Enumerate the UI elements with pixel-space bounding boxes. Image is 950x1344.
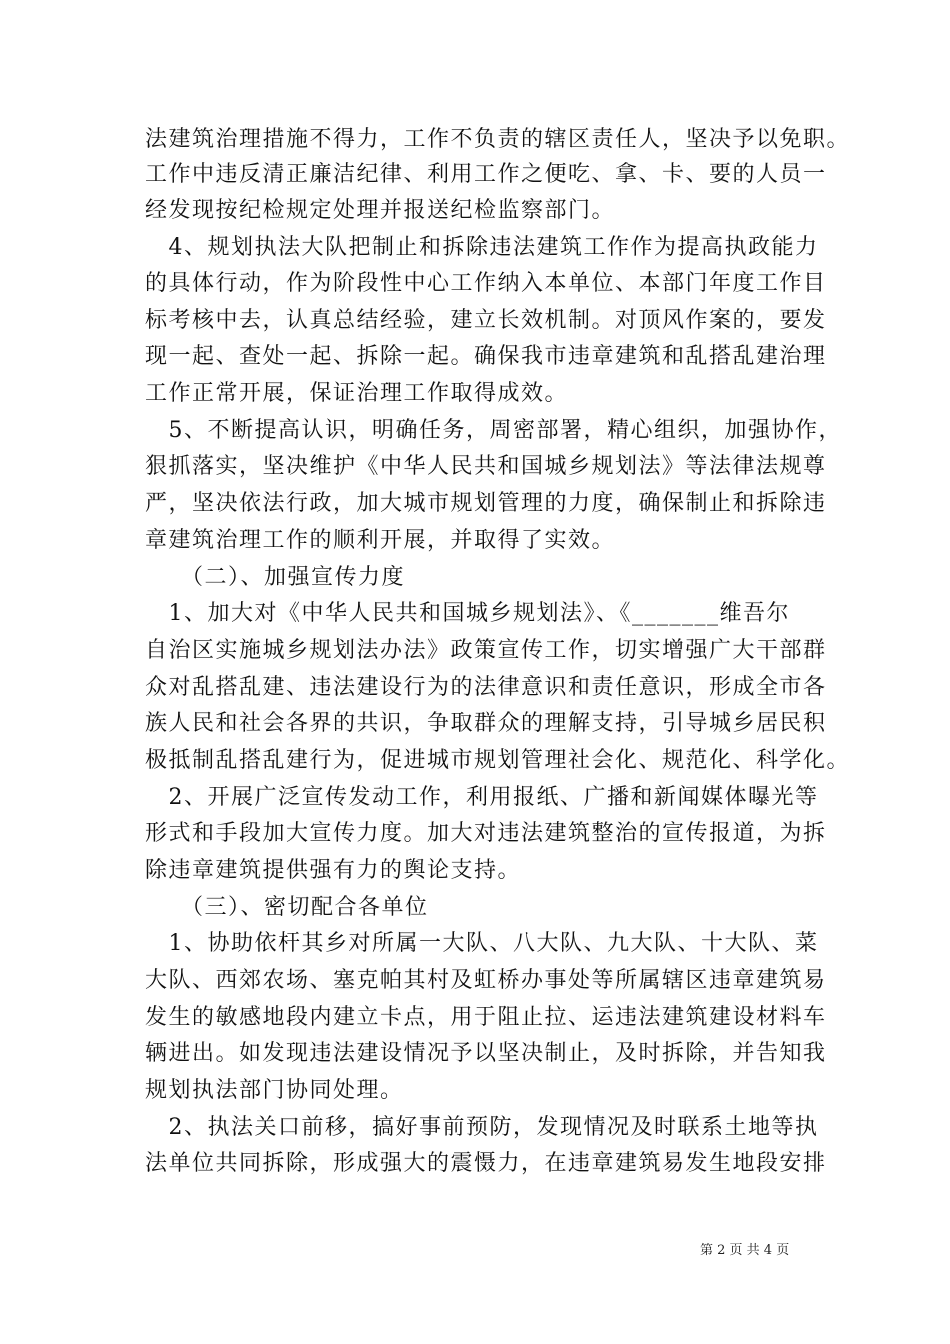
text-line: 狠抓落实，坚决维护《中华人民共和国城乡规划法》等法律法规尊: [145, 454, 827, 479]
text-line: 1、协助依杆其乡对所属一大队、八大队、九大队、十大队、菜: [145, 931, 819, 956]
text-line: 族人民和社会各界的共识，争取群众的理解支持，引导城乡居民积: [145, 711, 827, 736]
text-line: 2、执法关口前移，搞好事前预防，发现情况及时联系土地等执: [145, 1115, 819, 1140]
text-line: 工作正常开展，保证治理工作取得成效。: [145, 381, 569, 406]
text-line: 除违章建筑提供强有力的舆论支持。: [145, 858, 522, 883]
text-line: 1、加大对《中华人民共和国城乡规划法》、《_______维吾尔: [145, 601, 790, 626]
text-line: 4、规划执法大队把制止和拆除违法建筑工作作为提高执政能力: [145, 235, 819, 260]
text-line: 严，坚决依法行政，加大城市规划管理的力度，确保制止和拆除违: [145, 491, 827, 516]
text-line: 标考核中去，认真总结经验，建立长效机制。对顶风作案的，要发: [145, 308, 827, 333]
text-line: 经发现按纪检规定处理并报送纪检监察部门。: [145, 198, 616, 223]
text-line: 形式和手段加大宣传力度。加大对违法建筑整治的宣传报道，为拆: [145, 821, 827, 846]
text-line: 大队、西郊农场、塞克帕其村及虹桥办事处等所属辖区违章建筑易: [145, 968, 827, 993]
text-line: 章建筑治理工作的顺利开展，并取得了实效。: [145, 528, 616, 553]
text-line: 法建筑治理措施不得力，工作不负责的辖区责任人，坚决予以免职。: [145, 127, 851, 152]
text-line: 法单位共同拆除，形成强大的震慑力，在违章建筑易发生地段安排: [145, 1151, 827, 1176]
section-heading: （二）、加强宣传力度: [145, 565, 406, 590]
page-number: 第 2 页 共 4 页: [700, 1243, 790, 1258]
text-line: 现一起、查处一起、拆除一起。确保我市违章建筑和乱搭乱建治理: [145, 344, 827, 369]
text-line: 2、开展广泛宣传发动工作，利用报纸、广播和新闻媒体曝光等: [145, 785, 819, 810]
text-line: 众对乱搭乱建、违法建设行为的法律意识和责任意识，形成全市各: [145, 675, 827, 700]
text-line: 极抵制乱搭乱建行为，促进城市规划管理社会化、规范化、科学化。: [145, 748, 851, 773]
text-line: 工作中违反清正廉洁纪律、利用工作之便吃、拿、卡、要的人员一: [145, 162, 827, 187]
text-line: 自治区实施城乡规划法办法》政策宣传工作，切实增强广大干部群: [145, 638, 827, 663]
section-heading: （三）、密切配合各单位: [145, 895, 429, 920]
text-line: 5、不断提高认识，明确任务，周密部署，精心组织，加强协作，: [145, 418, 842, 443]
text-line: 辆进出。如发现违法建设情况予以坚决制止，及时拆除，并告知我: [145, 1041, 827, 1066]
text-line: 发生的敏感地段内建立卡点，用于阻止拉、运违法建筑建设材料车: [145, 1005, 827, 1030]
text-line: 规划执法部门协同处理。: [145, 1078, 404, 1103]
text-line: 的具体行动，作为阶段性中心工作纳入本单位、本部门年度工作目: [145, 271, 827, 296]
